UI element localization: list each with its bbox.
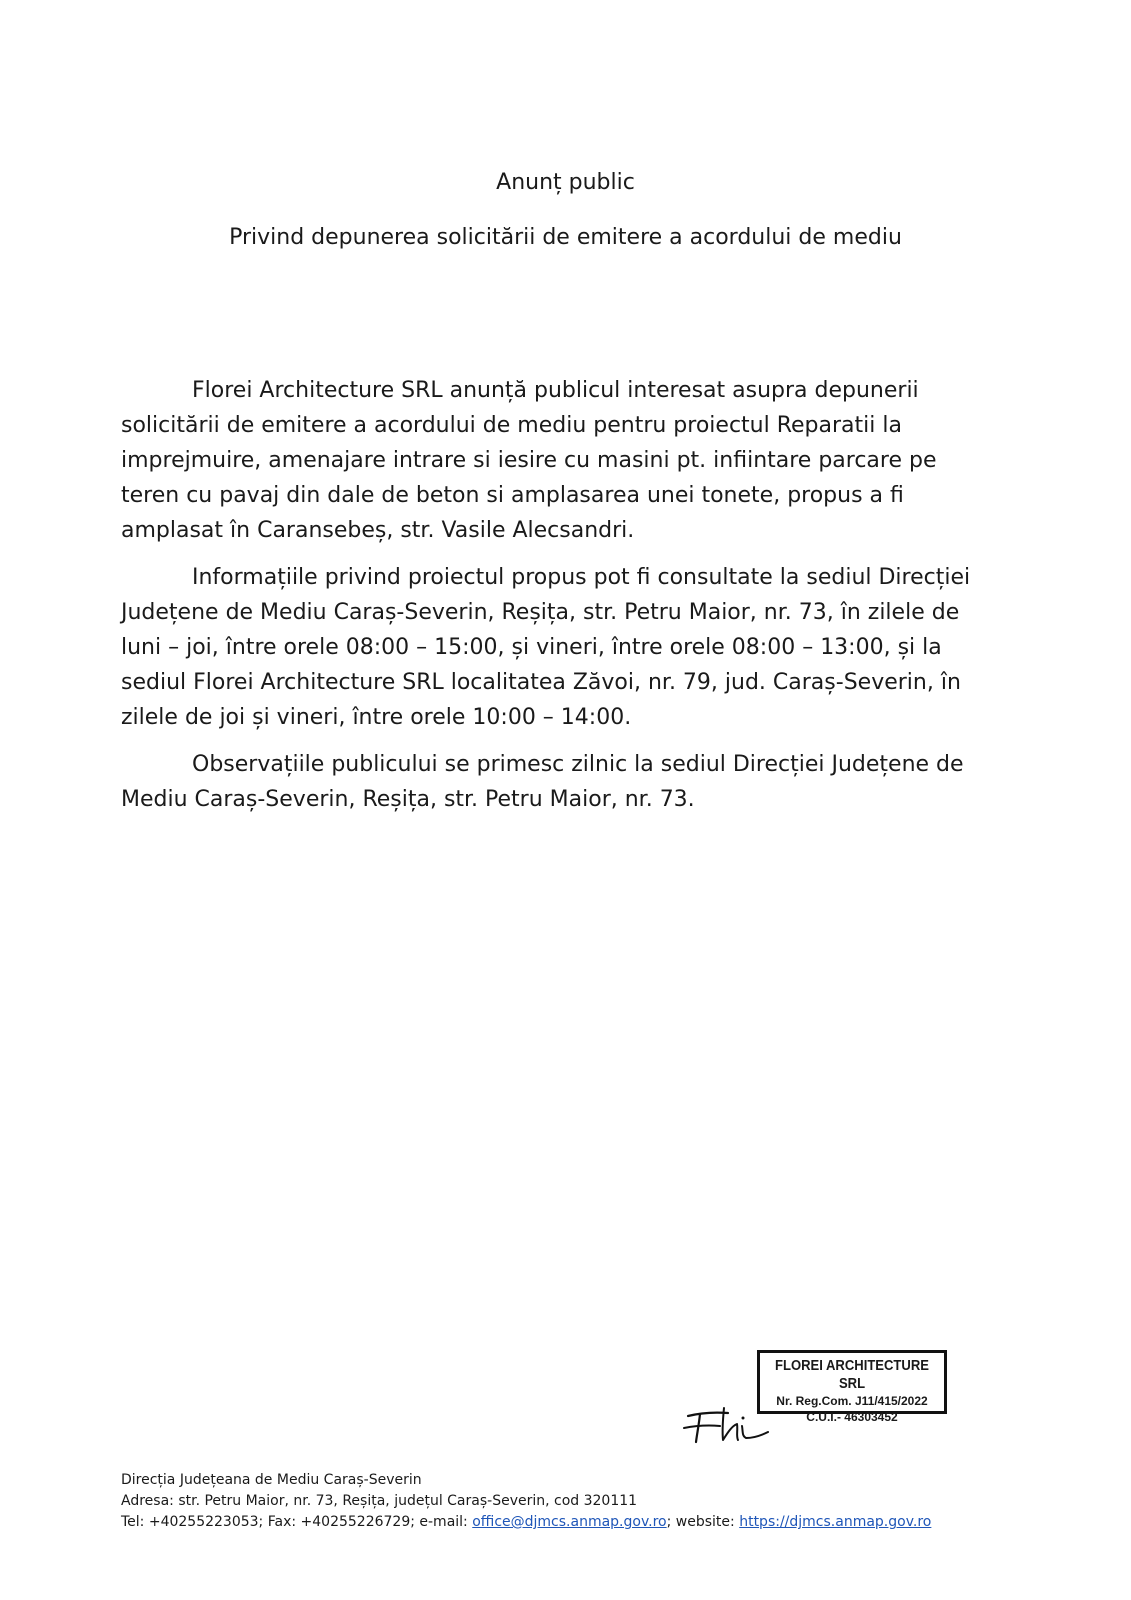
footer [121, 1470, 1021, 1533]
page-subtitle: Privind depunerea solicitării de emitere a acordului de mediu [229, 225, 902, 250]
paragraph-announcement: Florei Architecture SRL anunță publicul interesat asupra depunerii solicitării de emitere a acordului de mediu pentru proiectul Reparatii la imprejmuire, amenajare intrare si iesire cu masini pt. infiintare parcare pe teren cu pavaj din dale de beton si amplasarea unei tonete, propus a fi amplasat în Caransebeș, str. Vasile Alecsandri. [121, 378, 937, 543]
stamp-cui: C.U.I.- 46303452 [806, 1410, 898, 1424]
footer-contact [121, 1512, 1021, 1533]
footer-website-link[interactable]: https://djmcs.anmap.gov.ro [739, 1514, 932, 1530]
paragraph-information: Informațiile privind proiectul propus pot fi consultate la sediul Direcției Județene de Mediu Caraș-Severin, Reșița, str. Petru Maior, nr. 73, în zilele de luni – joi, între orele 08:00 – 15:00, și vineri, între orele 08:00 – 13:00, și la sediul Florei Architecture SRL localitatea Zăvoi, nr. 79, jud. Caraș-Severin, în zilele de joi și vineri, între orele 10:00 – 14:00. [121, 565, 971, 730]
company-stamp [757, 1350, 947, 1424]
footer-website-prefix: ; website: [666, 1514, 740, 1530]
stamp-company-name: FLOREI ARCHITECTURE SRL [775, 1358, 929, 1392]
handwritten-signature [680, 1400, 770, 1450]
paragraph-observations: Observațiile publicului se primesc zilnic la sediul Direcției Județene de Mediu Caraș-Severin, Reșița, str. Petru Maior, nr. 73. [121, 752, 964, 812]
page-title: Anunț public [496, 170, 635, 195]
footer-institution: Direcția Județeana de Mediu Caraș-Severin [121, 1472, 422, 1488]
stamp-reg-com: Nr. Reg.Com. J11/415/2022 [776, 1394, 928, 1408]
announcement-body [121, 373, 1001, 829]
footer-email-link[interactable]: office@djmcs.anmap.gov.ro [472, 1514, 667, 1530]
footer-address: Adresa: str. Petru Maior, nr. 73, Reșița, județul Caraș-Severin, cod 320111 [121, 1493, 638, 1509]
footer-phone-fax: Tel: +40255223053; Fax: +40255226729; e-mail: [121, 1514, 473, 1530]
